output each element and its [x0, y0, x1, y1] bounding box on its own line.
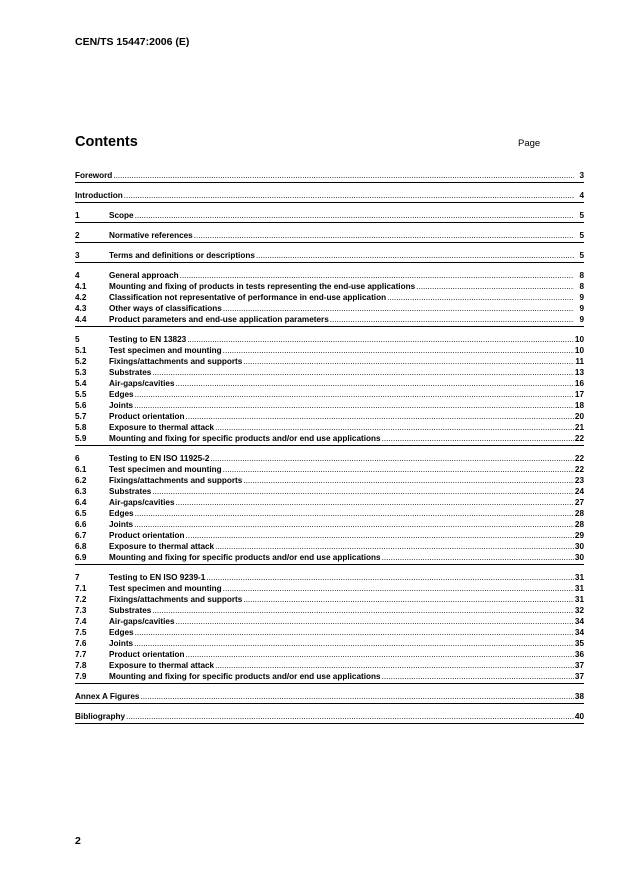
toc-entry[interactable]	[75, 281, 584, 292]
toc-dot-leader	[187, 334, 574, 345]
toc-entry-title: Mounting and fixing for specific products and/or end use applications	[109, 434, 381, 443]
toc-dot-leader	[243, 475, 574, 486]
toc-entry-title: Fixings/attachments and supports	[109, 476, 243, 485]
toc-entry-title: Exposure to thermal attack	[109, 423, 215, 432]
toc-entry-title: Edges	[109, 390, 134, 399]
toc-dot-leader	[186, 411, 574, 422]
toc-entry-title: Terms and definitions or descriptions	[109, 251, 255, 260]
toc-entry-number: 6.7	[75, 531, 87, 540]
toc-divider	[75, 564, 584, 565]
toc-entry[interactable]	[75, 464, 584, 475]
toc-entry-page: 28	[574, 520, 584, 529]
toc-entry-page: 31	[574, 584, 584, 593]
toc-entry-page: 16	[574, 379, 584, 388]
toc-dot-leader	[256, 250, 574, 261]
toc-entry-number: 6.5	[75, 509, 87, 518]
toc-entry[interactable]	[75, 711, 584, 722]
toc-dot-leader	[223, 303, 574, 314]
toc-entry[interactable]	[75, 422, 584, 433]
toc-entry-title: Annex A Figures	[75, 692, 140, 701]
toc-dot-leader	[152, 605, 574, 616]
toc-entry-number: 5.9	[75, 434, 87, 443]
toc-dot-leader	[416, 281, 574, 292]
toc-entry[interactable]	[75, 552, 584, 563]
toc-entry-number: 3	[75, 251, 80, 260]
toc-entry-title: Mounting and fixing for specific products and/or end use applications	[109, 553, 381, 562]
toc-entry-number: 6.3	[75, 487, 87, 496]
toc-entry-title: Exposure to thermal attack	[109, 542, 215, 551]
toc-entry-page: 8	[579, 282, 584, 291]
toc-dot-leader	[382, 552, 574, 563]
toc-dot-leader	[124, 190, 574, 201]
toc-dot-leader	[382, 433, 574, 444]
toc-divider	[75, 683, 584, 684]
toc-dot-leader	[215, 541, 574, 552]
toc-entry-number: 5.6	[75, 401, 87, 410]
toc-entry-page: 30	[574, 553, 584, 562]
toc-entry-page: 22	[574, 454, 584, 463]
toc-entry-title: Testing to EN 13823	[109, 335, 187, 344]
toc-dot-leader	[134, 638, 574, 649]
toc-entry-page: 3	[579, 171, 584, 180]
toc-dot-leader	[180, 270, 574, 281]
toc-divider	[75, 703, 584, 704]
toc-divider	[75, 242, 584, 243]
toc-dot-leader	[215, 422, 574, 433]
toc-dot-leader	[135, 210, 574, 221]
toc-entry[interactable]	[75, 649, 584, 660]
toc-entry-title: Testing to EN ISO 11925-2	[109, 454, 210, 463]
toc-dot-leader	[387, 292, 574, 303]
toc-entry-title: Mounting and fixing of products in tests representing the end-use applications	[109, 282, 416, 291]
toc-entry[interactable]	[75, 411, 584, 422]
toc-entry-title: Edges	[109, 628, 134, 637]
toc-entry-title: Classification not representative of performance in end-use application	[109, 293, 387, 302]
toc-entry-title: Joints	[109, 520, 134, 529]
toc-dot-leader	[126, 711, 574, 722]
toc-entry-title: Introduction	[75, 191, 123, 200]
toc-entry-title: Substrates	[109, 606, 152, 615]
table-of-contents	[75, 170, 584, 724]
toc-entry-title: Product orientation	[109, 412, 185, 421]
toc-entry-page: 22	[574, 434, 584, 443]
toc-entry[interactable]	[75, 583, 584, 594]
toc-entry[interactable]	[75, 453, 584, 464]
toc-entry-title: Test specimen and mounting	[109, 346, 222, 355]
toc-entry-title: Exposure to thermal attack	[109, 661, 215, 670]
toc-dot-leader	[223, 464, 574, 475]
toc-entry-number: 7.9	[75, 672, 87, 681]
toc-entry-page: 27	[574, 498, 584, 507]
toc-entry[interactable]	[75, 519, 584, 530]
toc-entry-page: 34	[574, 617, 584, 626]
toc-entry[interactable]	[75, 270, 584, 281]
toc-entry-page: 10	[574, 346, 584, 355]
toc-entry-page: 28	[574, 509, 584, 518]
toc-entry-page: 18	[574, 401, 584, 410]
toc-entry[interactable]	[75, 250, 584, 261]
toc-divider	[75, 326, 584, 327]
toc-dot-leader	[134, 400, 574, 411]
toc-entry[interactable]	[75, 572, 584, 583]
toc-entry-page: 37	[574, 672, 584, 681]
toc-entry-page: 9	[579, 293, 584, 302]
toc-entry-page: 5	[579, 251, 584, 260]
toc-entry[interactable]	[75, 230, 584, 241]
toc-entry-page: 17	[574, 390, 584, 399]
toc-entry[interactable]	[75, 356, 584, 367]
toc-entry-title: Product orientation	[109, 531, 185, 540]
toc-entry-title: Joints	[109, 401, 134, 410]
document-header: CEN/TS 15447:2006 (E)	[75, 36, 190, 48]
toc-entry-title: Test specimen and mounting	[109, 465, 222, 474]
toc-entry-number: 6	[75, 454, 80, 463]
toc-entry-page: 37	[574, 661, 584, 670]
toc-dot-leader	[176, 497, 574, 508]
toc-entry-title: Mounting and fixing for specific products and/or end use applications	[109, 672, 381, 681]
toc-entry-number: 4.4	[75, 315, 87, 324]
toc-entry-number: 6.2	[75, 476, 87, 485]
toc-entry-title: Other ways of classifications	[109, 304, 222, 313]
toc-entry[interactable]	[75, 530, 584, 541]
toc-entry-page: 20	[574, 412, 584, 421]
toc-entry-page: 23	[574, 476, 584, 485]
toc-entry-page: 5	[579, 231, 584, 240]
toc-entry-number: 7.4	[75, 617, 87, 626]
toc-entry[interactable]	[75, 345, 584, 356]
toc-dot-leader	[330, 314, 574, 325]
toc-entry-page: 30	[574, 542, 584, 551]
toc-entry[interactable]	[75, 400, 584, 411]
toc-dot-leader	[152, 486, 574, 497]
toc-entry[interactable]	[75, 638, 584, 649]
toc-entry-page: 8	[579, 271, 584, 280]
toc-entry-number: 6.6	[75, 520, 87, 529]
toc-dot-leader	[134, 519, 574, 530]
toc-entry-title: Substrates	[109, 487, 152, 496]
toc-entry-number: 6.4	[75, 498, 87, 507]
toc-entry-number: 5	[75, 335, 80, 344]
toc-entry-title: Fixings/attachments and supports	[109, 595, 243, 604]
toc-entry[interactable]	[75, 691, 584, 702]
toc-entry-title: Joints	[109, 639, 134, 648]
page-column-label: Page	[518, 138, 541, 149]
toc-entry-number: 4.1	[75, 282, 87, 291]
toc-dot-leader	[223, 583, 574, 594]
toc-entry[interactable]	[75, 334, 584, 345]
toc-dot-leader	[135, 508, 574, 519]
toc-dot-leader	[243, 356, 574, 367]
toc-entry-number: 5.2	[75, 357, 87, 366]
toc-dot-leader	[113, 170, 574, 181]
toc-dot-leader	[243, 594, 574, 605]
toc-entry-title: Testing to EN ISO 9239-1	[109, 573, 206, 582]
toc-entry-page: 10	[574, 335, 584, 344]
toc-divider	[75, 222, 584, 223]
toc-entry-title: Scope	[109, 211, 134, 220]
toc-entry[interactable]	[75, 433, 584, 444]
toc-entry-page: 31	[574, 573, 584, 582]
toc-entry-page: 38	[574, 692, 584, 701]
toc-entry-number: 2	[75, 231, 80, 240]
toc-entry[interactable]	[75, 292, 584, 303]
toc-entry[interactable]	[75, 170, 584, 181]
toc-entry-number: 6.1	[75, 465, 87, 474]
toc-divider	[75, 723, 584, 724]
toc-entry-number: 6.9	[75, 553, 87, 562]
toc-entry-page: 36	[574, 650, 584, 659]
toc-entry-number: 7	[75, 573, 80, 582]
toc-entry-page: 22	[574, 465, 584, 474]
contents-title: Contents	[75, 134, 138, 150]
toc-entry-number: 5.7	[75, 412, 87, 421]
toc-entry-page: 9	[579, 315, 584, 324]
toc-entry-number: 5.5	[75, 390, 87, 399]
toc-entry[interactable]	[75, 660, 584, 671]
toc-entry-title: Fixings/attachments and supports	[109, 357, 243, 366]
toc-entry[interactable]	[75, 671, 584, 682]
toc-entry-page: 24	[574, 487, 584, 496]
toc-entry-title: Edges	[109, 509, 134, 518]
toc-entry-page: 21	[574, 423, 584, 432]
toc-entry[interactable]	[75, 541, 584, 552]
toc-entry[interactable]	[75, 497, 584, 508]
toc-entry-page: 40	[574, 712, 584, 721]
toc-entry[interactable]	[75, 486, 584, 497]
toc-entry-page: 29	[574, 531, 584, 540]
toc-entry-number: 7.1	[75, 584, 87, 593]
page-number: 2	[75, 835, 81, 847]
toc-entry-title: Normative references	[109, 231, 193, 240]
toc-entry-number: 5.3	[75, 368, 87, 377]
toc-dot-leader	[140, 691, 573, 702]
toc-entry-page: 31	[574, 595, 584, 604]
toc-entry-page: 11	[575, 357, 584, 366]
toc-entry-page: 9	[579, 304, 584, 313]
toc-dot-leader	[223, 345, 574, 356]
toc-entry-page: 5	[579, 211, 584, 220]
toc-dot-leader	[135, 389, 574, 400]
toc-entry-title: Bibliography	[75, 712, 126, 721]
toc-entry-number: 6.8	[75, 542, 87, 551]
toc-dot-leader	[176, 616, 574, 627]
toc-entry-number: 4.3	[75, 304, 87, 313]
toc-entry-page: 32	[574, 606, 584, 615]
toc-entry[interactable]	[75, 475, 584, 486]
toc-dot-leader	[186, 530, 574, 541]
toc-entry-number: 4	[75, 271, 80, 280]
toc-entry-title: Substrates	[109, 368, 152, 377]
toc-divider	[75, 262, 584, 263]
toc-entry-number: 7.5	[75, 628, 87, 637]
toc-entry[interactable]	[75, 303, 584, 314]
toc-entry-number: 1	[75, 211, 80, 220]
toc-entry[interactable]	[75, 314, 584, 325]
toc-dot-leader	[206, 572, 574, 583]
toc-entry[interactable]	[75, 190, 584, 201]
toc-dot-leader	[152, 367, 574, 378]
toc-entry-number: 7.8	[75, 661, 87, 670]
toc-entry[interactable]	[75, 389, 584, 400]
toc-entry[interactable]	[75, 210, 584, 221]
toc-entry-page: 35	[574, 639, 584, 648]
toc-entry[interactable]	[75, 378, 584, 389]
toc-entry[interactable]	[75, 508, 584, 519]
toc-divider	[75, 202, 584, 203]
toc-entry-title: Air-gaps/cavities	[109, 617, 175, 626]
toc-entry[interactable]	[75, 594, 584, 605]
toc-dot-leader	[210, 453, 573, 464]
toc-dot-leader	[176, 378, 574, 389]
toc-entry-number: 5.8	[75, 423, 87, 432]
toc-entry-title: Product parameters and end-use application parameters	[109, 315, 329, 324]
toc-dot-leader	[186, 649, 574, 660]
toc-entry-number: 7.7	[75, 650, 87, 659]
toc-entry-page: 4	[579, 191, 584, 200]
toc-entry-number: 7.3	[75, 606, 87, 615]
toc-entry-number: 7.6	[75, 639, 87, 648]
toc-divider	[75, 445, 584, 446]
toc-entry-title: Air-gaps/cavities	[109, 379, 175, 388]
toc-entry-title: Foreword	[75, 171, 113, 180]
toc-entry-number: 7.2	[75, 595, 87, 604]
toc-dot-leader	[135, 627, 574, 638]
toc-entry-page: 34	[574, 628, 584, 637]
toc-entry-title: Air-gaps/cavities	[109, 498, 175, 507]
toc-entry[interactable]	[75, 627, 584, 638]
toc-dot-leader	[382, 671, 574, 682]
toc-dot-leader	[194, 230, 574, 241]
toc-entry-title: Product orientation	[109, 650, 185, 659]
toc-entry[interactable]	[75, 605, 584, 616]
toc-entry-page: 13	[574, 368, 584, 377]
toc-entry-number: 5.1	[75, 346, 87, 355]
toc-dot-leader	[215, 660, 574, 671]
toc-divider	[75, 182, 584, 183]
toc-entry[interactable]	[75, 616, 584, 627]
toc-entry-number: 5.4	[75, 379, 87, 388]
toc-entry-title: General approach	[109, 271, 179, 280]
toc-entry-title: Test specimen and mounting	[109, 584, 222, 593]
toc-entry[interactable]	[75, 367, 584, 378]
toc-entry-number: 4.2	[75, 293, 87, 302]
